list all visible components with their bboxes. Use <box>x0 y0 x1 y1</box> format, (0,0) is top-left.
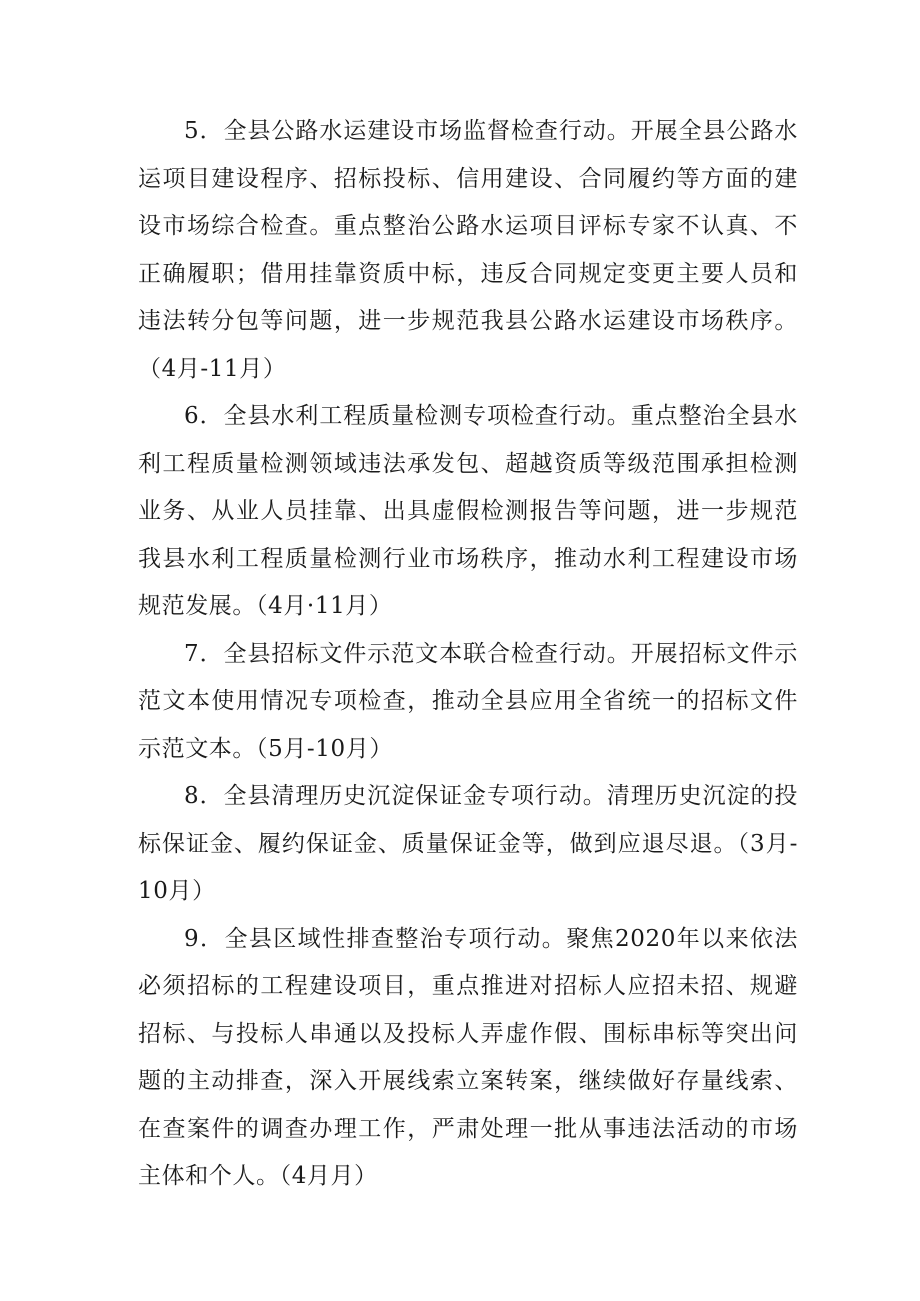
paragraph-2: 6．全县水利工程质量检测专项检查行动。重点整治全县水利工程质量检测领域违法承发包、超越资质等级范围承担检测业务、从业人员挂靠、出具虚假检测报告等问题，进一步规范我县水利工程质量检测行业市场秩序，推动水利工程建设市场规范发展。（4月·11月） <box>138 403 798 619</box>
document-body <box>138 108 798 1201</box>
paragraph-4: 8．全县清理历史沉淀保证金专项行动。清理历史沉淀的投标保证金、履约保证金、质量保证金等，做到应退尽退。（3月-10月） <box>138 783 798 904</box>
paragraph-3: 7．全县招标文件示范文本联合检查行动。开展招标文件示范文本使用情况专项检查，推动全县应用全省统一的招标文件示范文本。（5月-10月） <box>138 640 798 762</box>
paragraph-5: 9．全县区域性排查整治专项行动。聚焦2020年以来依法必须招标的工程建设项目，重点推进对招标人应招未招、规避招标、与投标人串通以及投标人弄虚作假、围标串标等突出问题的主动排查，深入开展线索立案转案，继续做好存量线索、在查案件的调查办理工作，严肃处理一批从事违法活动的市场主体和个人。（4月月） <box>138 925 798 1189</box>
paragraph-1: 5．全县公路水运建设市场监督检查行动。开展全县公路水运项目建设程序、招标投标、信用建设、合同履约等方面的建设市场综合检查。重点整治公路水运项目评标专家不认真、不正确履职；借用挂靠资质中标，违反合同规定变更主要人员和违法转分包等问题，进一步规范我县公路水运建设市场秩序。（4月-11月） <box>138 118 798 382</box>
